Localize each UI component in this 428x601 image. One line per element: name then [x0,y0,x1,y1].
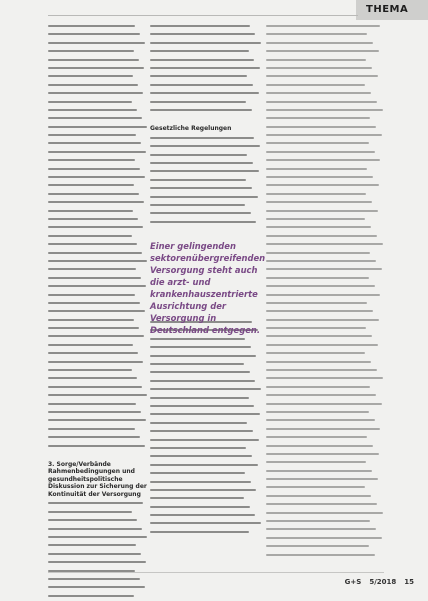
text-line [48,419,146,421]
text-line [150,338,245,340]
text-line [266,59,366,61]
text-line [266,478,378,480]
section-heading: Gesetzliche Regelungen [150,125,232,133]
text-line [150,422,247,424]
text-block [150,137,262,223]
text-line [266,210,378,212]
text-line [150,455,252,457]
text-line [266,428,380,430]
text-line [266,50,379,52]
text-line [150,497,244,499]
text-line [48,310,145,312]
text-line [48,226,143,228]
text-line [48,218,138,220]
pull-quote: Einer gelingenden sektorenübergreifenden Versorgung steht auch die arzt- und krankenhauszentrierte Ausrichtung der Versorgung in Deutschland entgegen. [150,241,266,335]
section-label: THEMA [366,4,409,15]
text-line [266,503,377,505]
text-line [48,352,138,354]
journal-name: G+S [344,578,362,586]
text-line [266,419,375,421]
text-line [48,386,142,388]
text-line [266,403,382,405]
text-line [48,193,139,195]
text-line [150,187,252,189]
text-line [48,536,147,538]
text-line [266,109,383,111]
text-line [266,226,371,228]
text-line [150,531,249,533]
text-line [48,411,141,413]
text-line [266,159,380,161]
text-line [266,394,376,396]
text-line [48,142,141,144]
text-line [266,470,372,472]
page-footer [345,578,414,586]
text-line [150,489,256,491]
text-line [150,405,254,407]
text-line [48,394,147,396]
text-line [150,221,256,223]
text-line [48,528,142,530]
text-line [266,369,377,371]
text-line [48,92,143,94]
text-line [48,101,132,103]
text-line [48,75,133,77]
text-line [150,179,246,181]
text-line [266,554,375,556]
text-line [150,506,250,508]
text-line [150,154,247,156]
text-line [48,285,146,287]
text-line [266,252,370,254]
text-line [48,302,140,304]
text-line [266,42,373,44]
text-line [48,109,137,111]
section-tab [356,0,428,20]
text-line [48,519,137,521]
text-line [150,397,249,399]
text-line [48,511,132,513]
text-line [266,486,365,488]
text-line [266,117,370,119]
text-line [48,126,147,128]
text-line [266,520,370,522]
text-line [266,193,366,195]
text-line [266,235,377,237]
text-line [150,101,246,103]
text-line [150,413,260,415]
text-line [150,84,253,86]
text-line [266,352,365,354]
text-line [266,277,369,279]
text-line [266,268,382,270]
body-column-1 [48,25,148,601]
text-line [48,369,132,371]
text-block [150,25,262,111]
text-line [48,595,134,597]
text-line [266,294,380,296]
text-line [150,388,261,390]
text-line [150,514,255,516]
text-line [150,50,249,52]
text-line [48,168,140,170]
text-line [150,355,256,357]
text-line [48,561,146,563]
text-line [48,59,139,61]
issue-number: 5/2018 [369,578,397,586]
text-line [266,218,365,220]
text-line [150,371,250,373]
text-line [48,445,145,447]
text-line [48,176,145,178]
text-line [48,235,132,237]
text-line [266,537,382,539]
text-line [48,578,140,580]
text-line [48,277,141,279]
text-line [266,134,382,136]
text-line [266,285,375,287]
text-line [266,453,379,455]
text-line [266,260,376,262]
text-line [266,377,383,379]
text-line [48,252,142,254]
text-line [48,403,136,405]
text-line [266,327,366,329]
text-line [48,377,137,379]
text-line [48,436,140,438]
text-line [150,346,251,348]
text-line [48,117,142,119]
text-line [48,243,137,245]
text-line [266,84,365,86]
text-line [48,33,140,35]
text-line [48,67,144,69]
text-line [150,472,245,474]
text-line [48,428,135,430]
text-line [266,168,367,170]
text-line [48,344,133,346]
text-line [266,310,373,312]
text-line [150,430,253,432]
page-number: 15 [404,578,414,586]
text-line [48,294,135,296]
text-line [150,59,254,61]
text-line [266,101,377,103]
text-line [266,461,366,463]
text-line [266,151,375,153]
text-line [48,361,143,363]
text-line [266,344,378,346]
text-line [150,439,259,441]
text-block [150,321,262,533]
text-line [48,42,145,44]
text-line [266,302,367,304]
text-line [48,586,145,588]
text-line [48,502,143,504]
text-line [266,335,372,337]
footer-rule [48,572,384,573]
section-heading: 3. Sorge/Verbände Rahmenbedingungen und gesundheitspolitische Diskussion zur Sicherung der Kontinuität der Versorgung [48,460,147,498]
text-line [48,553,141,555]
text-line [266,495,371,497]
text-line [266,243,383,245]
text-line [150,145,260,147]
text-line [150,92,259,94]
text-line [150,75,247,77]
text-line [150,522,261,524]
text-line [266,528,376,530]
footnote-column [266,25,384,562]
text-line [266,33,367,35]
text-line [150,162,253,164]
text-line [150,212,251,214]
text-line [48,50,134,52]
text-line [266,361,371,363]
text-line [48,260,147,262]
text-line [150,137,254,139]
text-line [266,445,373,447]
text-line [48,327,139,329]
text-line [150,170,259,172]
text-line [48,210,133,212]
text-line [266,184,379,186]
text-line [266,411,369,413]
text-line [150,380,255,382]
text-line [48,268,136,270]
text-line [150,363,244,365]
text-line [48,184,134,186]
text-line [150,25,250,27]
text-line [48,151,146,153]
text-line [48,159,135,161]
text-line [48,84,138,86]
text-line [150,481,251,483]
text-line [266,545,369,547]
text-line [266,319,379,321]
footnotes [266,25,384,556]
text-line [266,386,370,388]
text-line [266,142,369,144]
text-line [48,335,144,337]
text-line [48,201,144,203]
text-line [150,204,245,206]
text-line [150,33,255,35]
text-line [266,75,378,77]
text-line [266,25,380,27]
text-line [266,67,372,69]
text-line [150,447,246,449]
text-line [48,319,134,321]
text-line [150,67,260,69]
text-block [48,502,148,601]
text-line [266,436,367,438]
text-line [150,42,261,44]
text-line [266,176,373,178]
text-line [48,25,135,27]
text-line [266,126,376,128]
text-line [266,92,371,94]
text-line [150,196,258,198]
text-line [48,134,136,136]
header-rule [48,15,358,16]
text-line [266,512,383,514]
text-line [266,201,372,203]
text-line [150,464,258,466]
text-line [48,544,136,546]
text-block [48,25,148,447]
text-line [150,109,252,111]
